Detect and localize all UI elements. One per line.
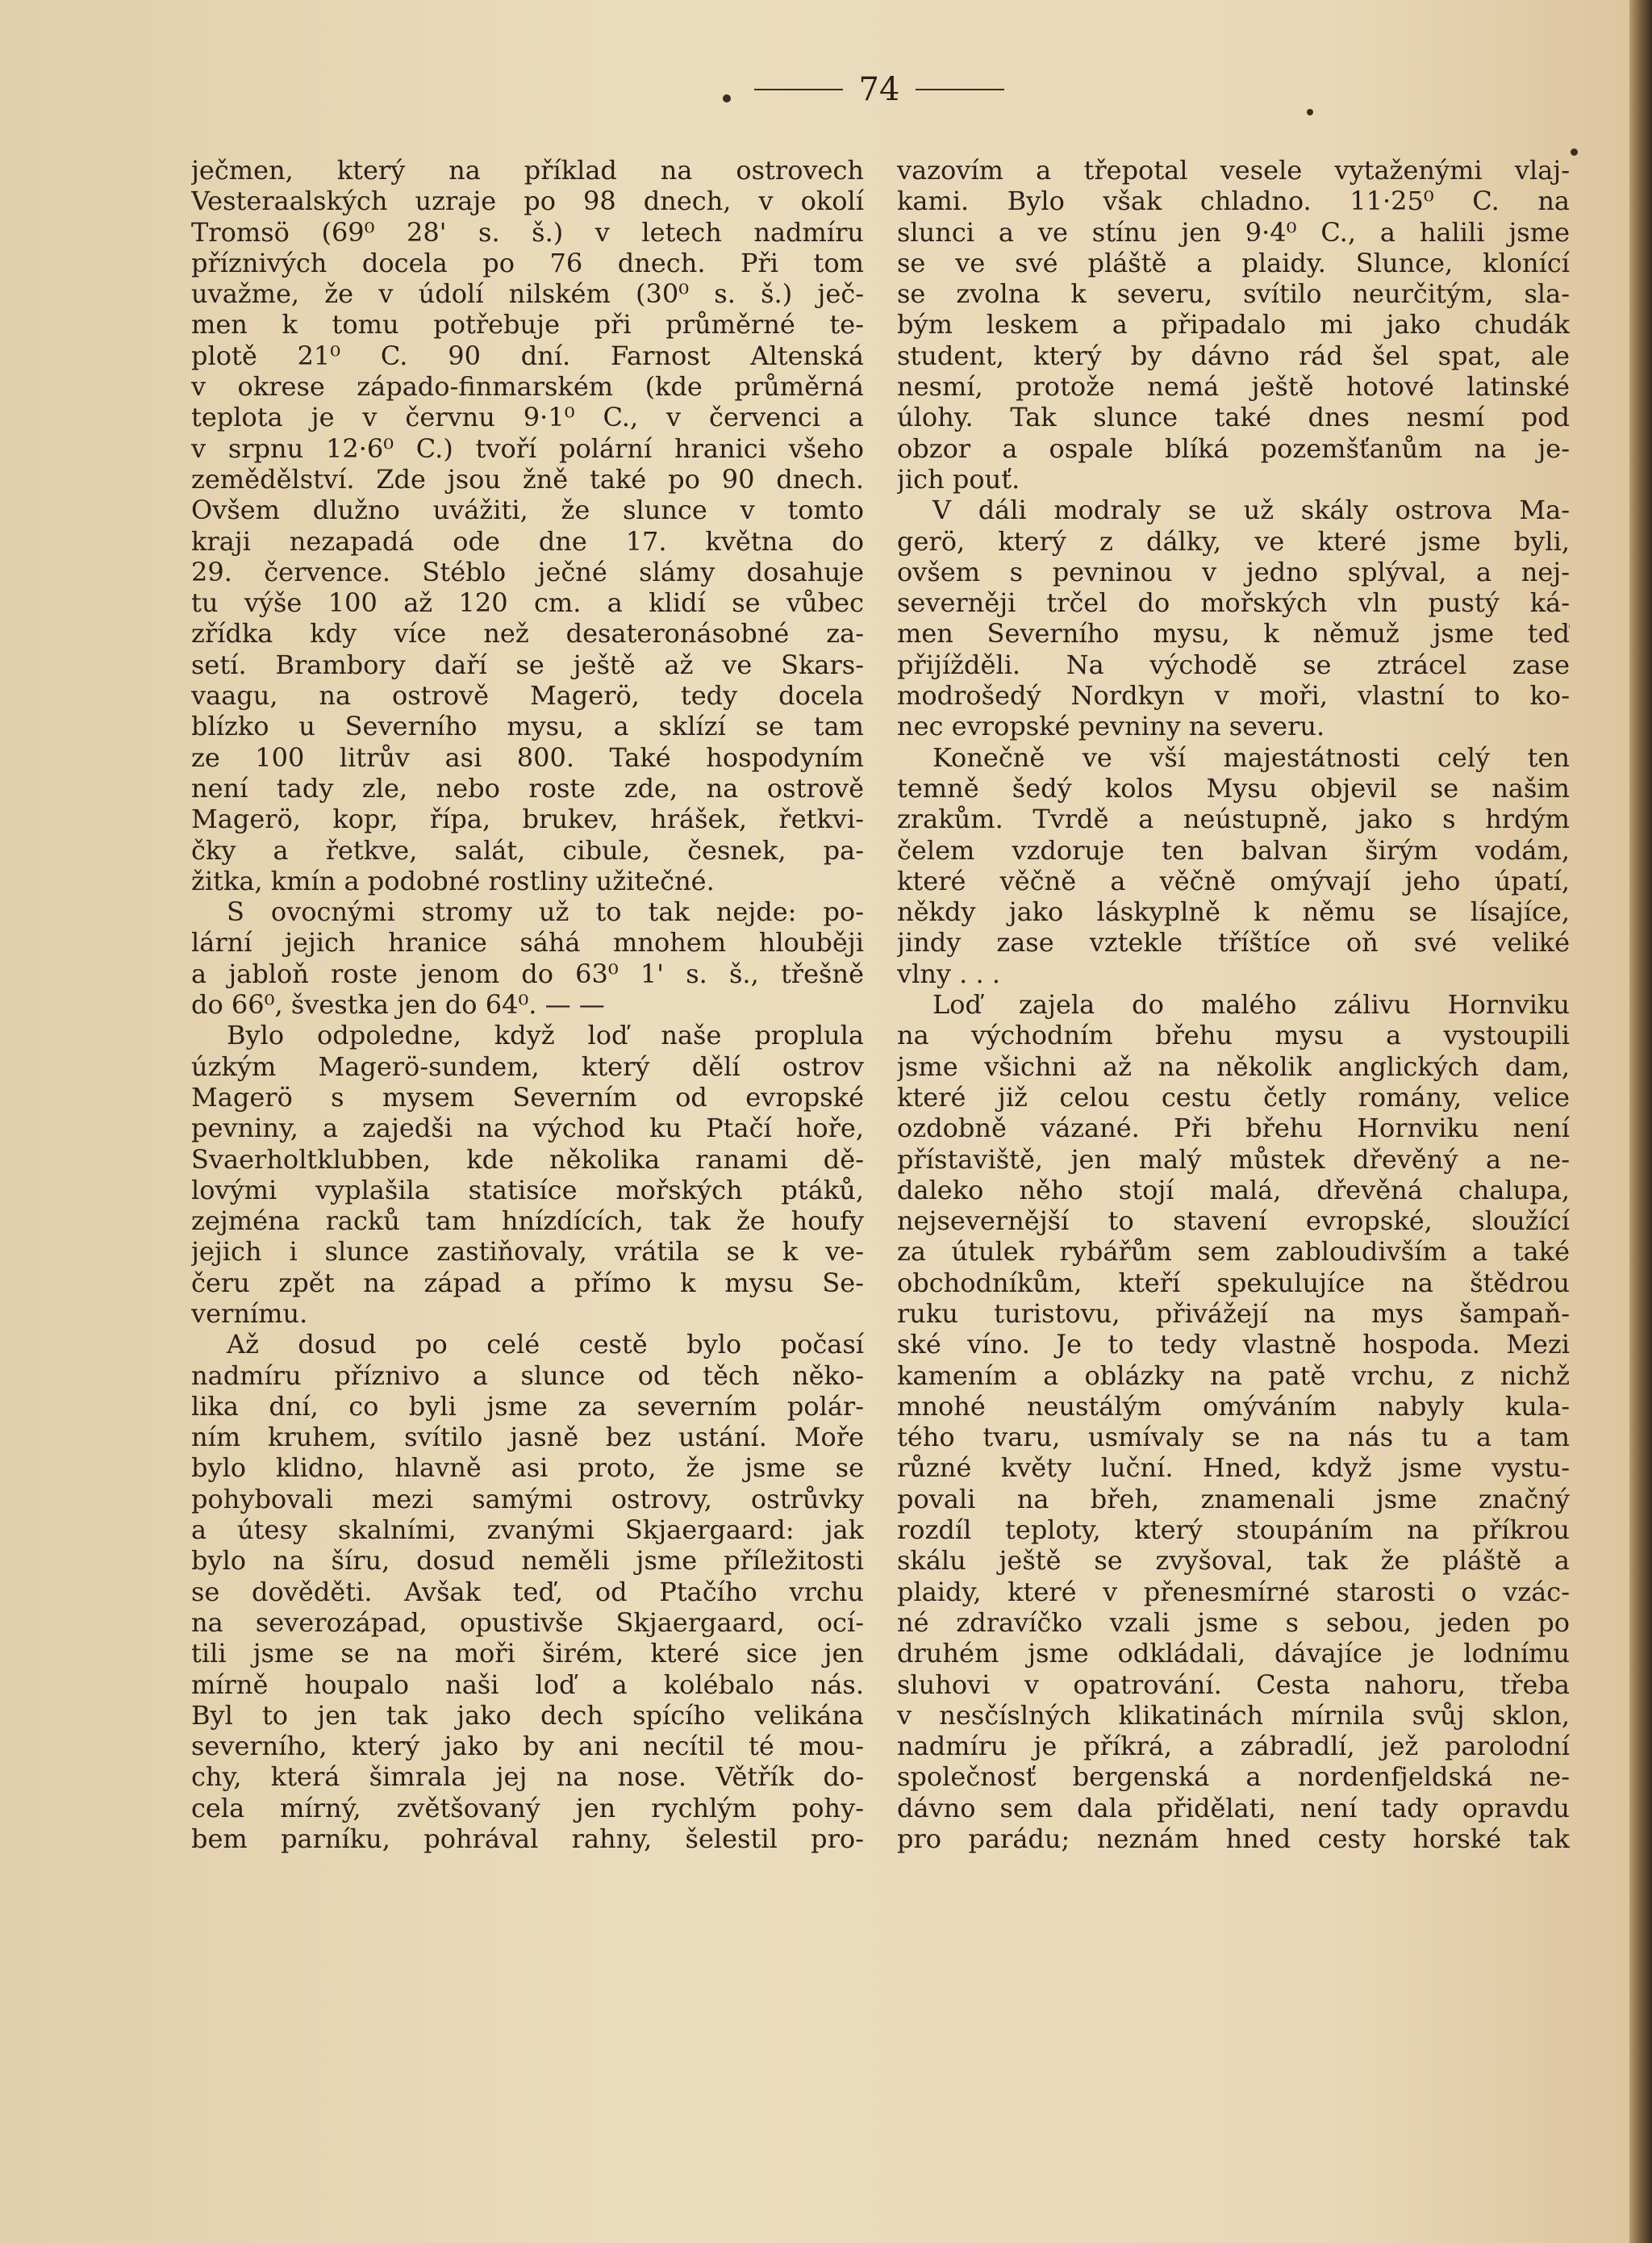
text-line: úzkým Magerö-sundem, který dělí ostrov [191, 1050, 864, 1082]
left-text-column [191, 155, 864, 1854]
text-line: nadmíru příznivo a slunce od těch něko- [191, 1360, 864, 1391]
text-line: čelem vzdoruje ten balvan širým vodám, [897, 834, 1570, 866]
text-line: lika dní, co byli jsme za severním polár- [191, 1390, 864, 1422]
text-line: Ovšem dlužno uvážiti, že slunce v tomto [191, 495, 864, 526]
text-line: které věčně a věčně omývají jeho úpatí, [897, 865, 1570, 896]
text-line: ruku turistovu, přivážejí na mys šampaň- [897, 1297, 1570, 1329]
text-line: V dáli modraly se už skály ostrova Ma- [932, 495, 1570, 526]
right-text-column [897, 155, 1570, 1854]
header-rule-left [754, 89, 843, 90]
text-line: vazovím a třepotal vesele vytaženými vlaj- [897, 155, 1570, 186]
text-line: severněji trčel do mořských vln pustý ká- [897, 587, 1570, 619]
text-line: uvažme, že v údolí nilském (30⁰ s. š.) ječ- [191, 278, 864, 310]
text-line: společnosť bergenská a nordenfjeldská ne- [897, 1761, 1570, 1793]
text-line: nesmí, protože nemá ještě hotové latinské [897, 371, 1570, 403]
text-line: nadmíru je příkrá, a zábradlí, jež parolodní [897, 1731, 1570, 1762]
text-line: a jabloň roste jenom do 63⁰ 1' s. š., třešně [191, 958, 864, 989]
text-line: v srpnu 12·6⁰ C.) tvoří polární hranici všeho [191, 432, 864, 464]
text-line: vaagu, na ostrově Magerö, tedy docela [191, 680, 864, 712]
text-line: se dověděti. Avšak teď, od Ptačího vrchu [191, 1576, 864, 1607]
text-line: pro parádu; neznám hned cesty horské tak [897, 1823, 1570, 1855]
text-line: men Severního mysu, k němuž jsme teď [897, 618, 1570, 650]
text-line: tili jsme se na moři širém, které sice jen [191, 1638, 864, 1669]
text-line: gerö, který z dálky, ve které jsme byli, [897, 525, 1570, 557]
text-line: nejsevernější to stavení evropské, sloužící [897, 1205, 1570, 1237]
ink-dot [1307, 109, 1313, 115]
text-line: kraji nezapadá ode dne 17. května do [191, 525, 864, 557]
text-line: příznivých docela po 76 dnech. Při tom [191, 247, 864, 278]
text-line: zřídka kdy více než desateronásobné za- [191, 618, 864, 650]
text-line: men k tomu potřebuje při průměrné te- [191, 309, 864, 340]
text-line: přístaviště, jen malý můstek dřevěný a ne- [897, 1143, 1570, 1175]
text-line: za útulek rybářům sem zabloudivším a také [897, 1236, 1570, 1268]
text-line: severního, který jako by ani necítil té mou- [191, 1731, 864, 1762]
text-line: Magerö, kopr, řípa, brukev, hrášek, řetkvi- [191, 804, 864, 835]
text-line: blízko u Severního mysu, a sklízí se tam [191, 711, 864, 742]
text-line: pevniny, a zajedši na východ ku Ptačí hoře, [191, 1113, 864, 1144]
text-line: se ve své pláště a plaidy. Slunce, klonící [897, 247, 1570, 278]
text-line: ské víno. Je to tedy vlastně hospoda. Mezi [897, 1329, 1570, 1360]
page-header [694, 71, 1065, 108]
text-line: S ovocnými stromy už to tak nejde: po- [227, 896, 864, 928]
text-line: rozdíl teploty, který stoupáním na příkrou [897, 1514, 1570, 1546]
book-binding-edge [1629, 0, 1652, 2243]
text-line: Vesteraalských uzraje po 98 dnech, v okolí [191, 186, 864, 217]
text-line: bým leskem a připadalo mi jako chudák [897, 309, 1570, 340]
text-line: ječmen, který na příklad na ostrovech [191, 155, 864, 186]
text-line: pohybovali mezi samými ostrovy, ostrůvky [191, 1483, 864, 1514]
text-line: nec evropské pevniny na severu. [897, 711, 1325, 742]
text-line: plotě 21⁰ C. 90 dní. Farnost Altenská [191, 340, 864, 371]
text-line: Magerö s mysem Severním od evropské [191, 1081, 864, 1113]
text-line: kamením a oblázky na patě vrchu, z nichž [897, 1360, 1570, 1391]
text-line: někdy jako láskyplně k němu se lísajíce, [897, 896, 1570, 928]
text-line: se zvolna k severu, svítilo neurčitým, sla- [897, 278, 1570, 310]
text-line: do 66⁰, švestka jen do 64⁰. — — [191, 989, 605, 1021]
text-line: bylo klidno, hlavně asi proto, že jsme se [191, 1452, 864, 1484]
text-line: daleko něho stojí malá, dřevěná chalupa, [897, 1174, 1570, 1205]
text-line: Až dosud po celé cestě bylo počasí [227, 1329, 864, 1360]
text-line: ze 100 litrův asi 800. Také hospodyním [191, 741, 864, 773]
text-line: temně šedý kolos Mysu objevil se našim [897, 772, 1570, 804]
text-line: v nesčíslných klikatinách mírnila svůj sklon, [897, 1699, 1570, 1731]
text-line: které již celou cestu četly romány, velice [897, 1081, 1570, 1113]
text-line: ovšem s pevninou v jedno splýval, a nej- [897, 556, 1570, 587]
text-line: Svaerholtklubben, kde několika ranami dě- [191, 1143, 864, 1175]
text-line: ozdobně vázané. Při břehu Hornviku není [897, 1113, 1570, 1144]
text-line: lovými vyplašila statisíce mořských ptáků, [191, 1174, 864, 1205]
text-line: Byl to jen tak jako dech spícího velikána [191, 1699, 864, 1731]
text-line: přijížděli. Na východě se ztrácel zase [897, 649, 1570, 680]
text-line: cela mírný, zvětšovaný jen rychlým pohy- [191, 1792, 864, 1823]
text-line: tého tvaru, usmívaly se na nás tu a tam [897, 1422, 1570, 1453]
text-line: ním kruhem, svítilo jasně bez ustání. Moře [191, 1422, 864, 1453]
text-line: povali na břeh, znamenali jsme značný [897, 1483, 1570, 1514]
text-line: tu výše 100 až 120 cm. a klidí se vůbec [191, 587, 864, 619]
text-line: zemědělství. Zde jsou žně také po 90 dnech. [191, 463, 864, 495]
text-line: lární jejich hranice sáhá mnohem hlouběji [191, 927, 864, 959]
text-line: různé květy luční. Hned, když jsme vystu- [897, 1452, 1570, 1484]
text-line: student, který by dávno rád šel spat, ale [897, 340, 1570, 371]
text-line: dávno sem dala přidělati, není tady opravdu [897, 1792, 1570, 1823]
text-line: Bylo odpoledne, když loď naše proplula [227, 1020, 864, 1051]
text-line: jindy zase vztekle tříštíce oň své veliké [897, 927, 1570, 959]
text-line: mírně houpalo naši loď a kolébalo nás. [191, 1669, 864, 1700]
text-line: na severozápad, opustivše Skjaergaard, ocí- [191, 1606, 864, 1638]
text-line: teplota je v červnu 9·1⁰ C., v červenci a [191, 402, 864, 433]
text-line: jsme všichni až na několik anglických dam, [897, 1050, 1570, 1082]
text-line: setí. Brambory daří se ještě až ve Skars- [191, 649, 864, 680]
text-line: čky a řetkve, salát, cibule, česnek, pa- [191, 834, 864, 866]
text-line: slunci a ve stínu jen 9·4⁰ C., a halili jsme [897, 216, 1570, 248]
text-line: jich pouť. [897, 463, 1020, 495]
text-line: není tady zle, nebo roste zde, na ostrově [191, 772, 864, 804]
text-line: Loď zajela do malého zálivu Hornviku [932, 989, 1570, 1021]
text-line: Konečně ve vší majestátnosti celý ten [932, 741, 1570, 773]
text-line: na východním břehu mysu a vystoupili [897, 1020, 1570, 1051]
text-line: obchodníkům, kteří spekulujíce na štědrou [897, 1267, 1570, 1298]
text-line: sluhovi v opatrování. Cesta nahoru, třeba [897, 1669, 1570, 1700]
text-line: kami. Bylo však chladno. 11·25⁰ C. na [897, 186, 1570, 217]
text-line: vlny . . . [897, 958, 1001, 989]
text-line: né zdravíčko vzali jsme s sebou, jeden po [897, 1606, 1570, 1638]
page-number: 74 [858, 71, 900, 108]
ink-dot [1571, 148, 1578, 156]
text-line: mnohé neustálým omýváním nabyly kula- [897, 1390, 1570, 1422]
text-line: modrošedý Nordkyn v moři, vlastní to ko- [897, 680, 1570, 712]
text-line: bem parníku, pohrával rahny, šelestil pro- [191, 1823, 864, 1855]
text-line: zejména racků tam hnízdících, tak že houfy [191, 1205, 864, 1237]
text-line: skálu ještě se zvyšoval, tak že pláště a [897, 1545, 1570, 1577]
header-rule-right [916, 89, 1004, 90]
text-line: jejich i slunce zastiňovaly, vrátila se k ve- [191, 1236, 864, 1268]
text-line: 29. července. Stéblo ječné slámy dosahuje [191, 556, 864, 587]
text-line: žitka, kmín a podobné rostliny užitečné. [191, 865, 715, 896]
text-line: vernímu. [191, 1297, 308, 1329]
text-line: v okrese západo-finmarském (kde průměrná [191, 371, 864, 403]
text-line: a útesy skalními, zvanými Skjaergaard: jak [191, 1514, 864, 1546]
text-line: bylo na šíru, dosud neměli jsme příležitosti [191, 1545, 864, 1577]
text-line: druhém jsme odkládali, dávajíce je lodnímu [897, 1638, 1570, 1669]
text-line: chy, která šimrala jej na nose. Větřík do- [191, 1761, 864, 1793]
text-line: zrakům. Tvrdě a neústupně, jako s hrdým [897, 804, 1570, 835]
text-line: čeru zpět na západ a přímo k mysu Se- [191, 1267, 864, 1298]
text-line: Tromsö (69⁰ 28' s. š.) v letech nadmíru [191, 216, 864, 248]
text-line: obzor a ospale blíká pozemšťanům na je- [897, 432, 1570, 464]
text-line: úlohy. Tak slunce také dnes nesmí pod [897, 402, 1570, 433]
text-line: plaidy, které v přenesmírné starosti o vzác- [897, 1576, 1570, 1607]
